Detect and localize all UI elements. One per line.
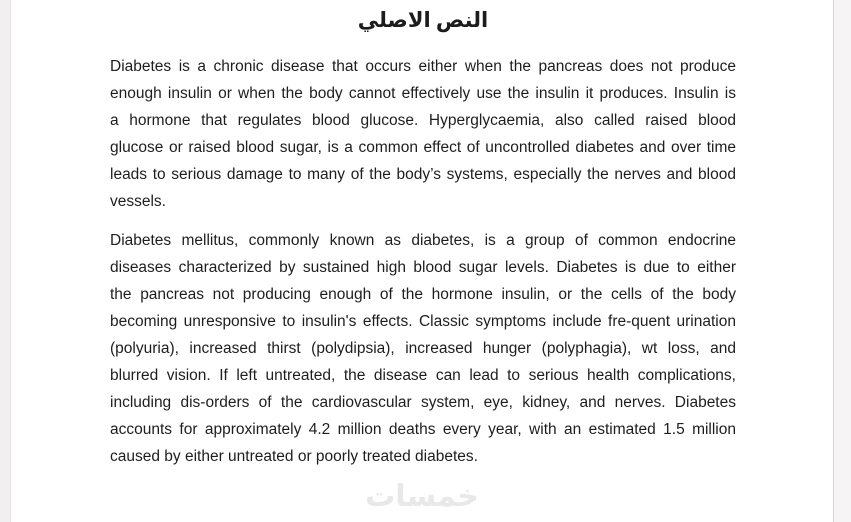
text-line: including dis-orders of the cardiovascular system, eye, kidney, and nerves. Diabetes — [110, 394, 736, 411]
text-line: caused by either untreated or poorly treated diabetes. — [110, 448, 478, 465]
text-line: a hormone that regulates blood glucose. Hyperglycaemia, also called raised blood — [110, 112, 736, 129]
text-line: vessels. — [110, 193, 166, 210]
khamsat-watermark: خمسات — [365, 479, 479, 514]
text-line: diseases characterized by sustained high blood sugar levels. Diabetes is due to either — [110, 259, 736, 276]
document-body — [110, 53, 736, 482]
text-line: leads to serious damage to many of the body’s systems, especially the nerves and blood — [110, 166, 736, 183]
text-line: enough insulin or when the body cannot effectively use the insulin it produces. Insulin is — [110, 85, 736, 102]
text-line: becoming unresponsive to insulin's effects. Classic symptoms include fre-quent urination — [110, 313, 736, 330]
right-margin-strip — [833, 0, 851, 522]
document-page — [11, 0, 833, 522]
paragraph — [110, 53, 736, 215]
text-line: the pancreas not producing enough of the hormone insulin, or the cells of the body — [110, 286, 736, 303]
text-line: accounts for approximately 4.2 million deaths every year, with an estimated 1.5 million — [110, 421, 736, 438]
document-title: النص الاصلي — [357, 8, 489, 32]
left-margin-strip — [0, 0, 11, 522]
text-line: glucose or raised blood sugar, is a common effect of uncontrolled diabetes and over time — [110, 139, 736, 156]
paragraph — [110, 227, 736, 470]
text-line: blurred vision. If left untreated, the disease can lead to serious health complications, — [110, 367, 736, 384]
text-line: Diabetes mellitus, commonly known as diabetes, is a group of common endocrine — [110, 232, 736, 249]
text-line: (polyuria), increased thirst (polydipsia), increased hunger (polyphagia), wt loss, and — [110, 340, 736, 357]
text-line: Diabetes is a chronic disease that occurs either when the pancreas does not produce — [110, 58, 736, 75]
